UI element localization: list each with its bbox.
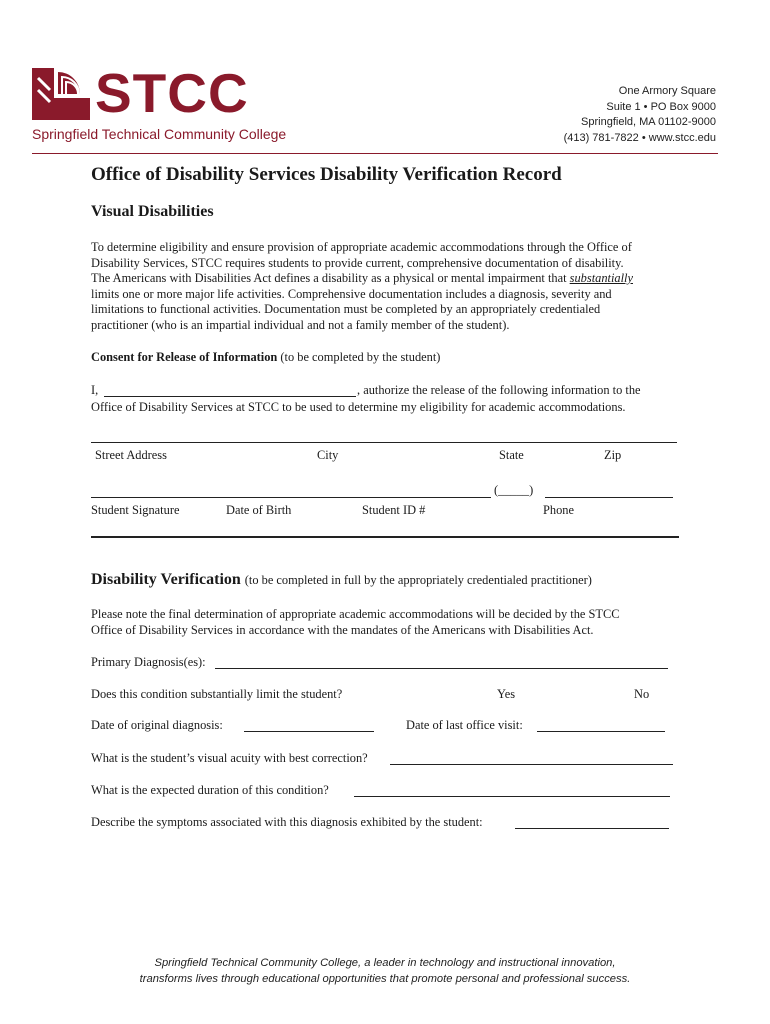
footer-line: Springfield Technical Community College, a leader in technology and instructional innovation, (154, 957, 616, 969)
logo-wordmark: STCC (95, 62, 249, 124)
date-original-label: Date of original diagnosis: (91, 718, 223, 732)
student-name-field[interactable] (104, 396, 356, 397)
verification-paragraph (91, 607, 691, 638)
date-last-visit-field[interactable] (537, 731, 665, 732)
consent-suffix: , authorize the release of the following information to the (357, 383, 641, 397)
intro-line: limitations to functional activities. Documentation must be completed by an appropriately credentialed (91, 302, 601, 316)
address-field[interactable] (91, 442, 677, 443)
document-subtitle: Visual Disabilities (91, 203, 214, 220)
student-id-label: Student ID # (362, 503, 426, 517)
intro-line: limits one or more major life activities. Comprehensive documentation includes a diagnosis, severity and (91, 286, 612, 301)
consent-line-2: Office of Disability Services at STCC to be used to determine my eligibility for academic accommodations. (91, 400, 626, 414)
intro-emphasis: substantially (569, 271, 633, 285)
consent-note: (to be completed by the student) (280, 350, 441, 364)
college-address (564, 84, 716, 146)
symptoms-field[interactable] (515, 828, 669, 829)
consent-heading-line (91, 350, 440, 366)
symptoms-label: Describe the symptoms associated with this diagnosis exhibited by the student: (91, 815, 483, 829)
footer-line: transforms lives through educational opportunities that promote personal and professional success. (139, 973, 631, 985)
verification-note: (to be completed in full by the appropriately credentialed practitioner) (244, 573, 592, 587)
header-divider (32, 153, 718, 154)
city-label: City (317, 448, 339, 462)
primary-diagnosis-label: Primary Diagnosis(es): (91, 655, 206, 669)
state-label: State (499, 448, 524, 462)
intro-line: practitioner (who is an impartial individual and not a family member of the student). (91, 317, 510, 332)
consent-heading: Consent for Release of Information (91, 350, 278, 364)
phone-field[interactable] (545, 497, 673, 498)
street-address-label: Street Address (95, 448, 167, 462)
primary-diagnosis-field[interactable] (215, 668, 668, 669)
intro-line-text: The Americans with Disabilities Act defines a disability as a physical or mental impairment that (91, 271, 567, 285)
stcc-logo-mark (32, 68, 92, 120)
duration-label: What is the expected duration of this condition? (91, 783, 329, 797)
address-line: Springfield, MA 01102-9000 (581, 116, 716, 128)
zip-label: Zip (604, 448, 622, 462)
date-of-birth-label: Date of Birth (226, 503, 292, 517)
verification-heading: Disability Verification (91, 571, 241, 588)
signature-field[interactable] (91, 497, 491, 498)
no-option[interactable]: No (634, 687, 650, 701)
student-signature-label: Student Signature (91, 503, 180, 517)
duration-field[interactable] (354, 796, 670, 797)
date-last-visit-label: Date of last office visit: (406, 718, 523, 732)
document-title: Office of Disability Services Disability Verification Record (91, 164, 562, 185)
yes-option[interactable]: Yes (497, 687, 516, 701)
college-name: Springfield Technical Community College (32, 126, 287, 142)
date-original-field[interactable] (244, 731, 374, 732)
address-line: One Armory Square (618, 85, 716, 97)
verification-heading-line (91, 570, 592, 590)
intro-line: To determine eligibility and ensure provision of appropriate academic accommodations through the Office of (91, 240, 632, 254)
phone-area-code: (_____) (494, 483, 534, 497)
intro-line (91, 271, 691, 287)
consent-prefix: I, (91, 383, 99, 397)
section-divider (91, 536, 679, 538)
verification-line: Office of Disability Services in accordance with the mandates of the Americans with Disabilities Act. (91, 622, 594, 637)
phone-label: Phone (543, 503, 574, 517)
intro-line: Disability Services, STCC requires students to provide current, comprehensive documentation of disability. (91, 255, 624, 270)
visual-acuity-field[interactable] (390, 764, 673, 765)
limit-question: Does this condition substantially limit the student? (91, 687, 343, 701)
address-line: (413) 781-7822 • www.stcc.edu (563, 131, 716, 144)
verification-line: Please note the final determination of appropriate academic accommodations will be decided by the STCC (91, 607, 620, 621)
visual-acuity-label: What is the student’s visual acuity with best correction? (91, 751, 368, 765)
footer-tagline (0, 955, 770, 987)
intro-paragraph (91, 240, 691, 333)
address-line: Suite 1 • PO Box 9000 (606, 100, 716, 113)
